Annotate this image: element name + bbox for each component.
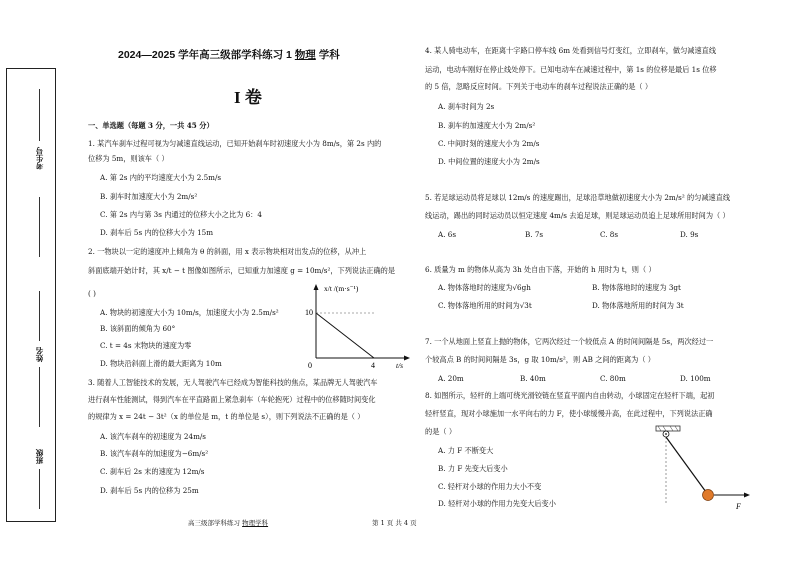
q3-stem: 进行刹车性能测试，得到汽车在平直路面上紧急刹车（车轮抱死）过程中的位移随时间变化 (88, 395, 376, 404)
q3-stem: 3. 随着人工智能技术的发展，无人驾驶汽车已经成为智能科技的焦点，某品牌无人驾驶汽车 (88, 378, 378, 387)
section-heading: 一、单选题（每题 3 分，一共 45 分） (88, 121, 214, 130)
volume-heading: I 卷 (234, 88, 262, 107)
q3-option-c: C. 刹车后 2s 末的速度为 12m/s (100, 467, 205, 476)
force-label: F (736, 502, 741, 511)
q7-option-d: D. 100m (680, 374, 711, 383)
footer-subject: 物理学科 (242, 519, 269, 527)
page-number: 第 1 页 共 4 页 (372, 519, 417, 527)
binding-margin (6, 68, 56, 522)
q4-stem: 4. 某人骑电动车，在距离十字路口停车线 6m 处看到信号灯变红，立即刹车，做匀减速直线 (425, 46, 717, 55)
q7-stem: 7. 一个从地面上竖直上抛的物体，它两次经过一个较低点 A 的时间间隔是 5s，两次经过一 (425, 337, 714, 346)
q8-stem: 的是（ ） (425, 427, 457, 436)
q8-option-a: A. 力 F 不断变大 (438, 446, 494, 455)
q4-option-c: C. 中间时刻的速度大小为 2m/s (438, 139, 540, 148)
q5-option-a: A. 6s (438, 230, 457, 239)
y-axis-label: x/t /(m·s⁻¹) (324, 284, 359, 293)
q7-option-b: B. 40m (520, 374, 546, 383)
q2-graph (300, 282, 412, 368)
exam-no-line (39, 89, 40, 141)
q5-stem: 5. 若足球运动员将足球以 12m/s 的速度踢出，足球沿草地做初速度大小为 2m/s² 的匀减速直线 (425, 193, 731, 202)
title-text: 2024—2025 学年高三级部学科练习 1 (118, 49, 295, 61)
q1-stem: 1. 某汽车刹车过程可视为匀减速直线运动，已知开始刹车时初速度大小为 8m/s，第 2s 内的 (88, 139, 382, 148)
q7-option-c: C. 80m (600, 374, 626, 383)
q2-option-b: B. 该斜面的倾角为 60° (100, 324, 176, 333)
q1-option-c: C. 第 2s 内与第 3s 内通过的位移大小之比为 6：4 (100, 210, 262, 219)
q3-option-a: A. 该汽车刹车的初速度为 24m/s (100, 432, 206, 441)
x-tick: 4 (371, 361, 375, 368)
q6-stem: 6. 质量为 m 的物体从高为 3h 处自由下落，开始的 h 用时为 t，则（ ） (425, 265, 656, 274)
q6-option-c: C. 物体落地所用的时间为√3t (438, 301, 532, 310)
y-tick: 10 (305, 308, 313, 317)
q4-option-d: D. 中间位置的速度大小为 2m/s (438, 157, 540, 166)
q8-stem: 8. 如图所示，轻杆的上端可绕光滑铰链在竖直平面内自由转动，小球固定在轻杆下端，起初 (425, 391, 715, 400)
q6-option-a: A. 物体落地时的速度为√6gh (438, 283, 531, 292)
graph-line (316, 313, 374, 358)
title-subject: 物理 (294, 49, 316, 61)
name-label: 姓名 (35, 347, 44, 362)
y-axis-arrow (314, 284, 319, 290)
q1-option-d: D. 刹车后 5s 内的位移大小为 15m (100, 228, 214, 237)
q2-option-d: D. 物块沿斜面上滑的最大距离为 10m (100, 359, 222, 368)
footer-left (188, 519, 268, 528)
q1-option-a: A. 第 2s 内的平均速度大小为 2.5m/s (100, 173, 222, 182)
q3-option-d: D. 刹车后 5s 内的位移为 25m (100, 486, 199, 495)
q1-stem: 位移为 5m，则该车（ ） (88, 154, 169, 163)
x-axis-label: t/s (396, 361, 404, 368)
q3-option-b: B. 该汽车刹车的加速度为−6m/s² (100, 449, 209, 458)
q2-option-c: C. t = 4s 末物块的速度为零 (100, 341, 192, 350)
q8-option-d: D. 轻杆对小球的作用力先变大后变小 (438, 499, 556, 508)
q4-stem: 运动，电动车刚好在停止线处停下。已知电动车在减速过程中，第 1s 的位移是最后 1s 位移 (425, 65, 717, 74)
q4-option-a: A. 刹车时间为 2s (438, 102, 495, 111)
ball (703, 490, 714, 501)
q2-stem: 2. 一物块以一定的速度冲上倾角为 θ 的斜面，用 x 表示物块相对出发点的位移，从冲上 (88, 247, 367, 256)
q2-option-a: A. 物块的初速度大小为 10m/s，加速度大小为 2.5m/s² (100, 308, 279, 317)
q8-figure (648, 424, 758, 514)
q8-stem: 轻杆竖直，现对小球施加一水平向右的力 F，使小球缓慢升高，在此过程中，下列说法正确 (425, 409, 713, 418)
q2-stem: ( ) (88, 289, 96, 298)
page-title (118, 51, 340, 60)
q5-option-c: C. 8s (600, 230, 619, 239)
q5-option-b: B. 7s (525, 230, 544, 239)
rod (666, 437, 706, 492)
q8-option-b: B. 力 F 先变大后变小 (438, 464, 508, 473)
field-line (39, 367, 40, 427)
name-line (39, 291, 40, 341)
q6-option-b: B. 物体落地时的速度为 3gt (592, 283, 681, 292)
q7-stem: 个较高点 B 的时间间隔是 3s，g 取 10m/s²，则 AB 之间的距离为（ ） (425, 355, 655, 364)
q2-stem: 斜面底端开始计时，其 x/t − t 图像如图所示，已知重力加速度 g = 10m/s²，下列说法正确的是 (88, 266, 396, 275)
class-label: 班级 (35, 449, 44, 464)
title-suffix: 学科 (315, 49, 340, 61)
field-line (39, 197, 40, 257)
q1-option-b: B. 刹车时加速度大小为 2m/s² (100, 192, 198, 201)
q5-option-d: D. 9s (680, 230, 699, 239)
origin-label: 0 (308, 361, 312, 368)
q5-stem: 线运动，踢出的同时运动员以恒定速度 4m/s 去追足球，则足球运动员追上足球所用时间为（ ） (425, 211, 730, 220)
q6-option-d: D. 物体落地所用的时间为 3t (592, 301, 684, 310)
class-line (39, 469, 40, 509)
force-arrowhead-icon (744, 493, 750, 498)
q7-option-a: A. 20m (438, 374, 464, 383)
q4-option-b: B. 刹车的加速度大小为 2m/s² (438, 121, 536, 130)
q4-stem: 的 5 倍，忽略反应时间。下列关于电动车的刹车过程说法正确的是（ ） (425, 82, 653, 91)
x-axis-arrow (404, 356, 410, 361)
q8-option-c: C. 轻杆对小球的作用力大小不变 (438, 482, 542, 491)
footer-text: 高三级部学科练习 (188, 519, 243, 527)
exam-no-label: 考生号 (35, 147, 44, 170)
q3-stem: 的规律为 x = 24t − 3t²（x 的单位是 m，t 的单位是 s），则下列说法不正确的是（ ） (88, 412, 365, 421)
